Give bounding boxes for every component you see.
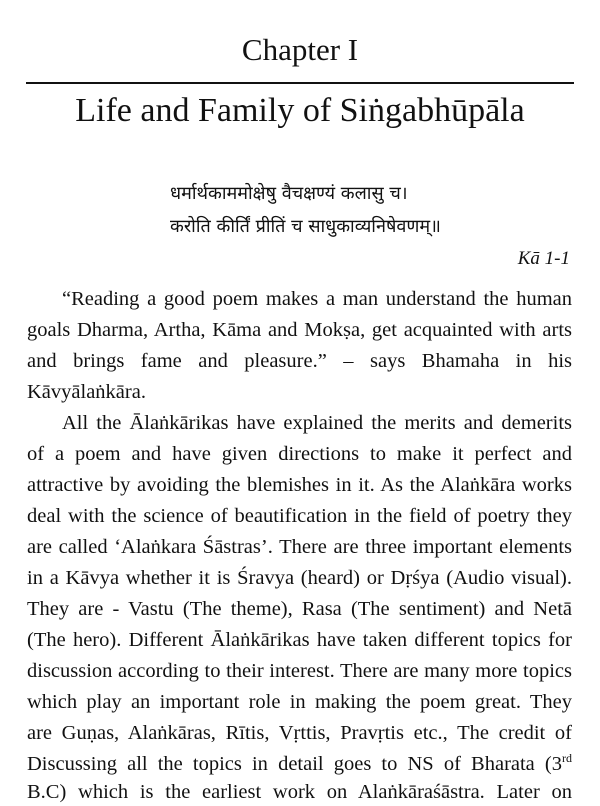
body-line-14: which play an important role in making the poem great. They [27,691,572,713]
verse-citation: Kā 1-1 [517,248,570,269]
header-rule [26,82,574,84]
body-line-10: in a Kāvya whether it is Śravya (heard) or Dṛśya (Audio visual). [27,567,572,589]
body-line-3: and brings fame and pleasure.” – says Bhamaha in his [27,350,572,372]
body-line-7: attractive by avoiding the blemishes in it. As the Alaṅkāra works [27,474,572,496]
body-line-2: goals Dharma, Artha, Kāma and Mokṣa, get acquainted with arts [27,319,572,341]
body-line-4: Kāvyālaṅkāra. [27,381,146,403]
body-line-12: (The hero). Different Ālaṅkārikas have taken different topics for [27,629,572,651]
body-line-13: discussion according to their interest. There are many more topics [27,660,572,682]
body-line-17: B.C) which is the earliest work on Alaṅkāraśāstra. Later on [27,781,572,803]
sanskrit-verse-line-1: धर्मार्थकाममोक्षेषु वैचक्षण्यं कलासु च। [170,183,408,204]
chapter-title: Life and Family of Siṅgabhūpāla [75,92,525,129]
body-line-5: All the Ālaṅkārikas have explained the merits and demerits [62,412,572,434]
body-line-1: “Reading a good poem makes a man understand the human [62,288,572,310]
sanskrit-verse-line-2: करोति कीर्तिं प्रीतिं च साधुकाव्यनिषेवणम्॥ [170,216,441,237]
body-line-16 [27,750,572,778]
body-line-15: are Guṇas, Alaṅkāras, Rītis, Vṛttis, Pravṛtis etc., The credit of [27,722,572,744]
superscript-rd: rd [562,751,572,766]
chapter-label: Chapter I [241,32,359,67]
body-line-9: are called ‘Alaṅkara Śāstras’. There are three important elements [27,536,572,558]
body-line-11: They are - Vastu (The theme), Rasa (The sentiment) and Netā [27,598,572,620]
body-line-6: of a poem and have given directions to make it perfect and [27,443,572,465]
body-line-8: deal with the science of beautification in the field of poetry they [27,505,572,527]
body-line-16-text: Discussing all the topics in detail goes to NS of Bharata (3 [27,753,562,775]
